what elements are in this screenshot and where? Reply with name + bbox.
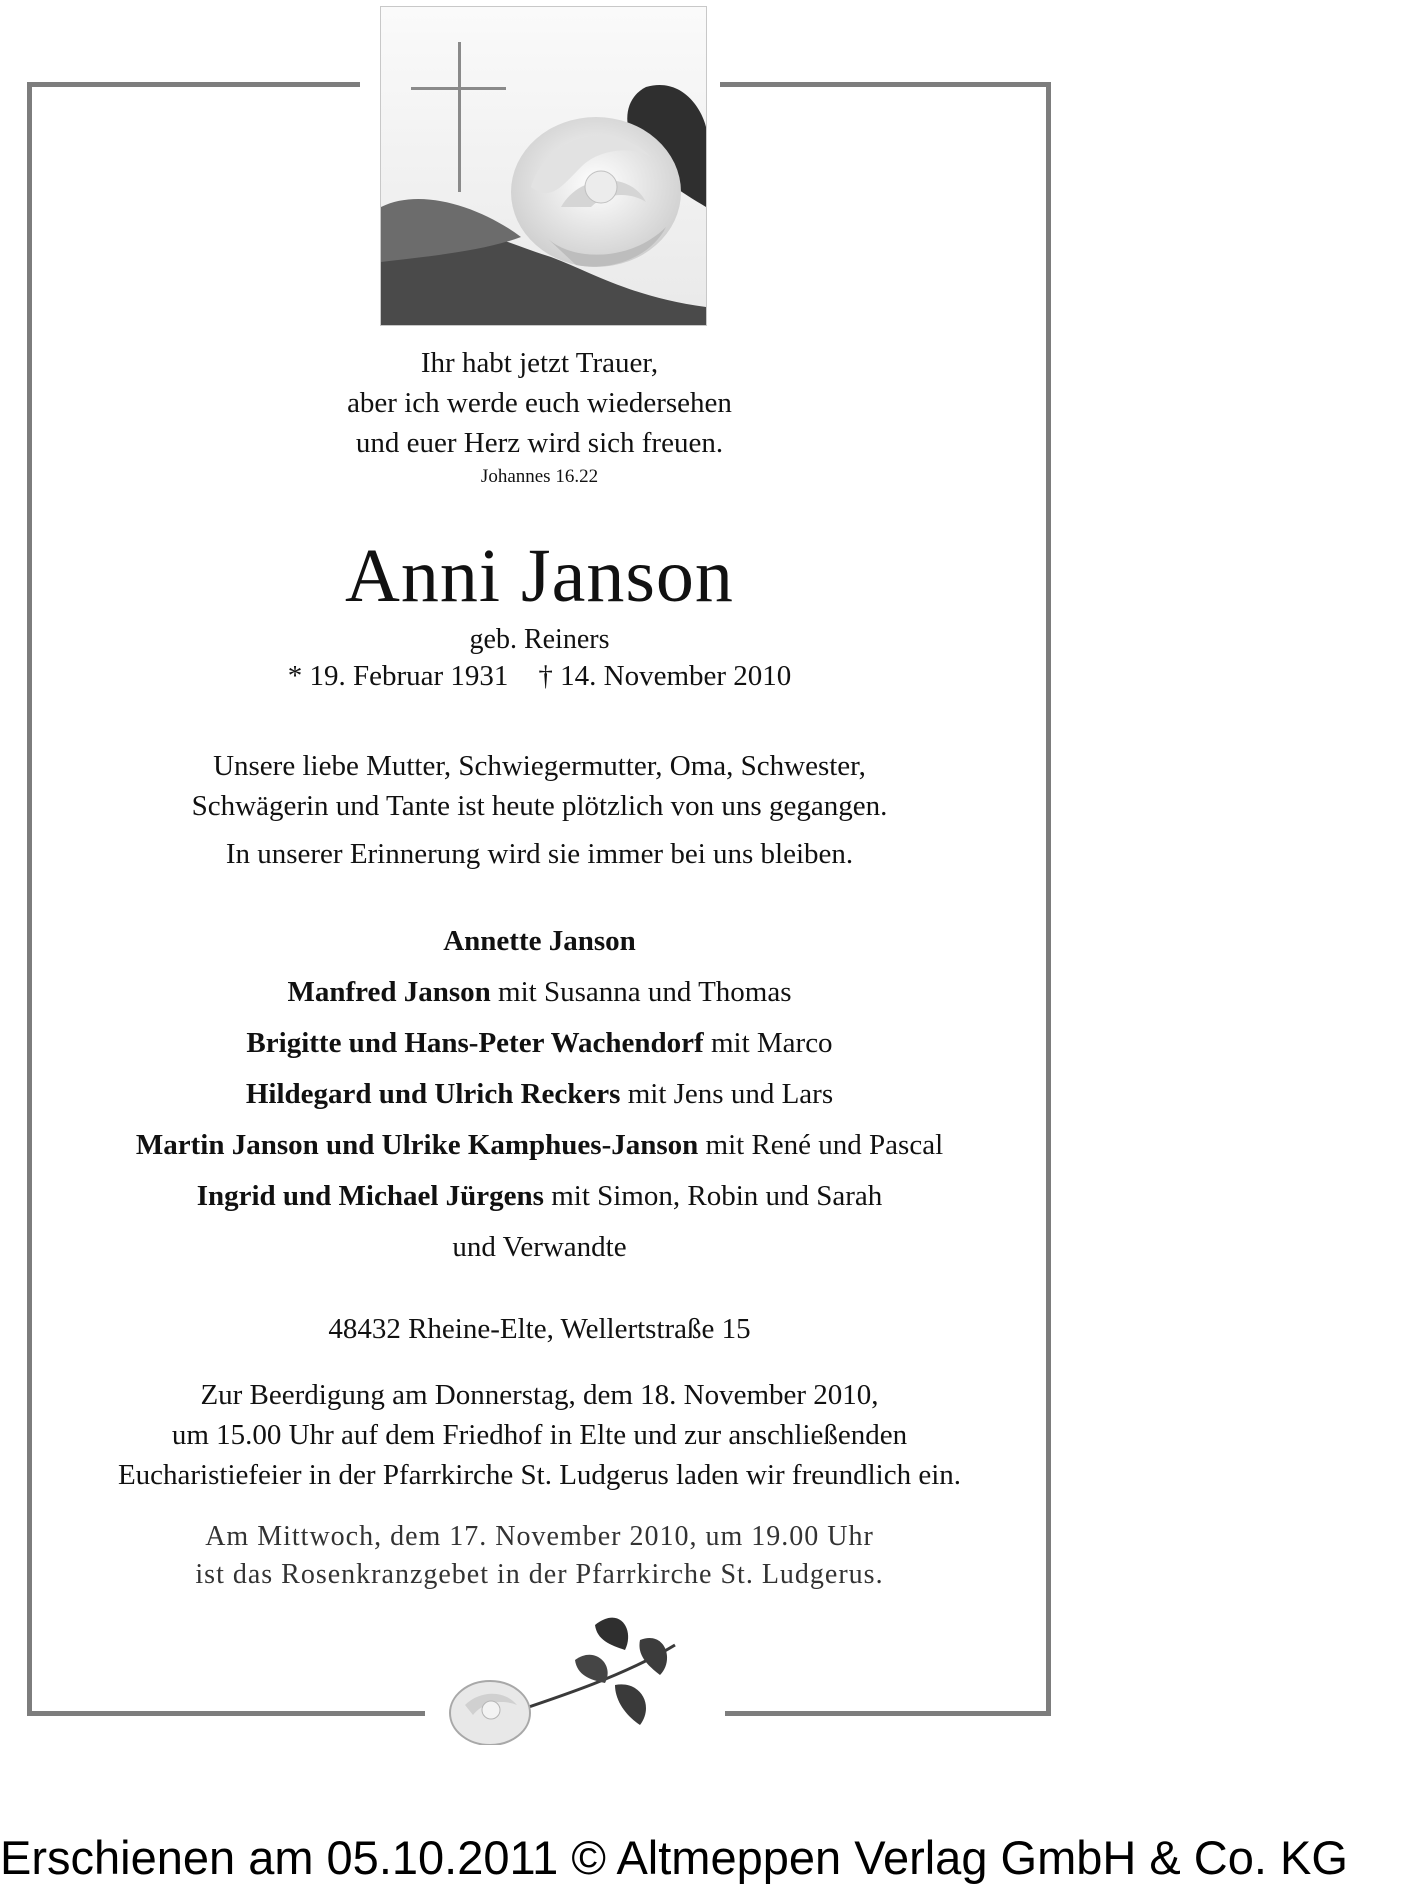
death-date: † 14. November 2010	[538, 660, 792, 692]
publication-footer: Erschienen am 05.10.2011 © Altmeppen Verlag GmbH & Co. KG	[0, 1831, 1348, 1884]
family-list	[32, 916, 1047, 1273]
life-dates	[32, 660, 1047, 693]
family-row	[32, 1120, 1047, 1171]
funeral-info	[32, 1375, 1047, 1495]
family-names: Brigitte und Hans-Peter Wachendorf	[246, 1027, 704, 1059]
verse-line-3: und euer Herz wird sich freuen.	[355, 427, 724, 459]
family-names: Annette Janson	[443, 925, 636, 957]
rosary-line-1: Am Mittwoch, dem 17. November 2010, um 19.00 Uhr	[205, 1521, 874, 1552]
verse-source: Johannes 16.22	[480, 466, 599, 487]
funeral-line-3: Eucharistiefeier in der Pfarrkirche St. Ludgerus laden wir freundlich ein.	[117, 1459, 962, 1491]
maiden-name: geb. Reiners	[469, 624, 610, 655]
family-row	[32, 967, 1047, 1018]
family-row	[32, 1222, 1047, 1273]
family-extra: mit René und Pascal	[698, 1129, 944, 1161]
rosary-info	[32, 1518, 1047, 1594]
deceased-name: Anni Janson	[345, 534, 734, 618]
family-names: Martin Janson und Ulrike Kamphues-Janson	[135, 1129, 699, 1161]
verse-line-2: aber ich werde euch wiedersehen	[347, 387, 732, 419]
address: 48432 Rheine-Elte, Wellertstraße 15	[328, 1313, 751, 1345]
family-extra: und Verwandte	[452, 1231, 627, 1263]
family-row	[32, 1018, 1047, 1069]
family-row	[32, 916, 1047, 967]
family-extra: mit Jens und Lars	[620, 1078, 834, 1110]
family-names: Ingrid und Michael Jürgens	[196, 1180, 544, 1212]
family-names: Manfred Janson	[287, 976, 491, 1008]
family-row	[32, 1069, 1047, 1120]
rose-image	[425, 1605, 725, 1745]
message-line-1: Unsere liebe Mutter, Schwiegermutter, Oma, Schwester,	[213, 750, 866, 782]
remembrance-line: In unserer Erinnerung wird sie immer bei uns bleiben.	[225, 838, 854, 870]
family-names: Hildegard und Ulrich Reckers	[245, 1078, 621, 1110]
family-extra: mit Marco	[703, 1027, 833, 1059]
birth-date: * 19. Februar 1931	[287, 660, 509, 692]
family-extra: mit Simon, Robin und Sarah	[543, 1180, 883, 1212]
funeral-line-2: um 15.00 Uhr auf dem Friedhof in Elte und zur anschließenden	[171, 1419, 908, 1451]
message-line-2: Schwägerin und Tante ist heute plötzlich von uns gegangen.	[191, 790, 888, 822]
funeral-line-1: Zur Beerdigung am Donnerstag, dem 18. November 2010,	[200, 1379, 879, 1411]
rosary-line-2: ist das Rosenkranzgebet in der Pfarrkirche St. Ludgerus.	[195, 1559, 884, 1590]
family-row	[32, 1171, 1047, 1222]
verse-line-1: Ihr habt jetzt Trauer,	[420, 347, 659, 379]
farewell-message	[32, 746, 1047, 826]
cross-and-rose-image	[380, 6, 707, 326]
bible-verse	[32, 343, 1047, 463]
family-extra: mit Susanna und Thomas	[490, 976, 792, 1008]
